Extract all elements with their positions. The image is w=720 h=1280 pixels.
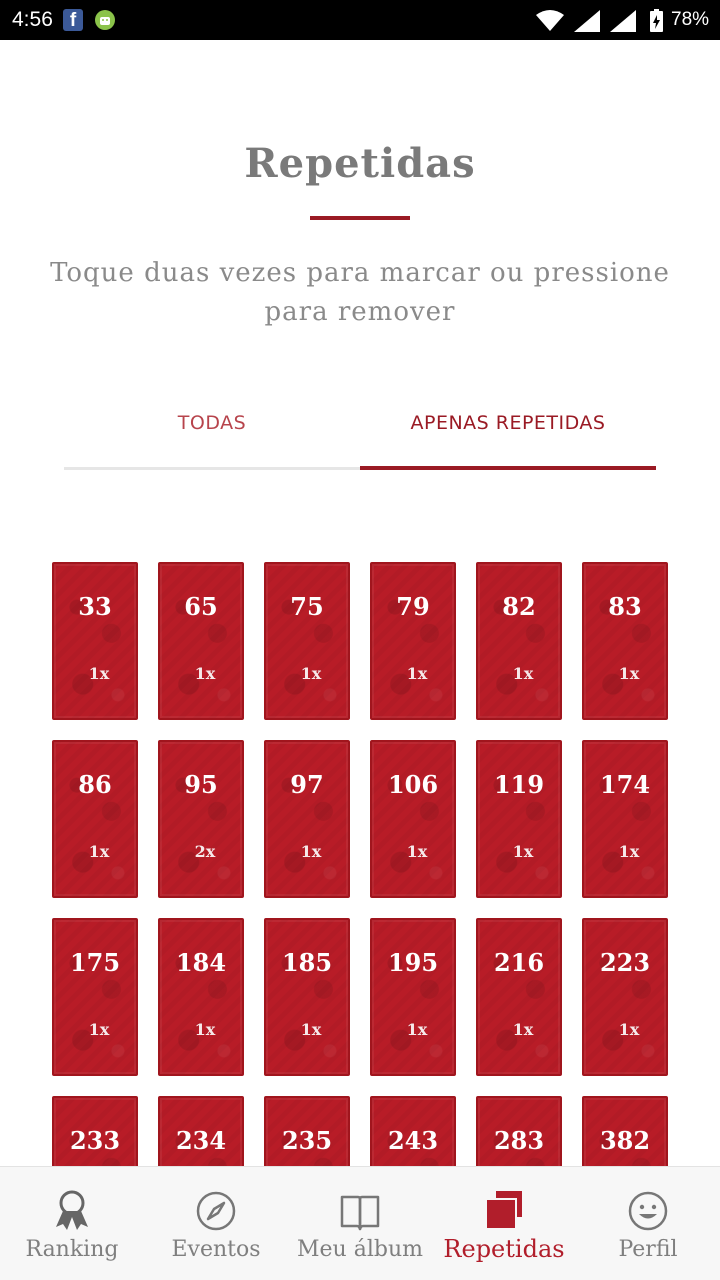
- sticker-card[interactable]: [582, 740, 668, 898]
- sticker-card[interactable]: [52, 740, 138, 898]
- sticker-count: 1x: [88, 664, 110, 683]
- sticker-count: 1x: [194, 1020, 216, 1039]
- sticker-count: 1x: [618, 842, 640, 861]
- sticker-count: 1x: [88, 842, 110, 861]
- sticker-number: 83: [608, 592, 642, 621]
- nav-label: Repetidas: [443, 1235, 565, 1263]
- sticker-number: 82: [502, 592, 536, 621]
- sticker-card[interactable]: [52, 918, 138, 1076]
- sticker-count: 1x: [406, 664, 428, 683]
- sticker-number: 234: [175, 1126, 227, 1155]
- sticker-card[interactable]: [370, 562, 456, 720]
- sticker-number: 175: [69, 948, 121, 977]
- sticker-card[interactable]: [158, 918, 244, 1076]
- sticker-card[interactable]: [264, 562, 350, 720]
- sticker-number: 174: [599, 770, 651, 799]
- sticker-card[interactable]: [476, 1096, 562, 1166]
- wifi-icon: [536, 10, 564, 32]
- sticker-card[interactable]: [52, 1096, 138, 1166]
- nav-label: Meu álbum: [297, 1237, 423, 1262]
- sticker-number: 119: [493, 770, 545, 799]
- sticker-count: 1x: [300, 664, 322, 683]
- ranking-icon: [50, 1189, 94, 1233]
- smiley-icon: [626, 1189, 670, 1233]
- signal-icon: [610, 10, 636, 32]
- nav-perfil[interactable]: [576, 1167, 720, 1280]
- sticker-count: 1x: [512, 1020, 534, 1039]
- filter-tabs: [64, 400, 656, 470]
- stacked-cards-icon: [482, 1189, 526, 1233]
- active-tab-indicator: [360, 466, 656, 470]
- signal-icon: [574, 10, 600, 32]
- sticker-number: 235: [281, 1126, 333, 1155]
- sticker-count: 1x: [618, 1020, 640, 1039]
- sticker-number: 382: [599, 1126, 651, 1155]
- sticker-card[interactable]: [158, 562, 244, 720]
- tab-apenas-repetidas[interactable]: APENAS REPETIDAS: [410, 412, 606, 434]
- sticker-card[interactable]: [582, 1096, 668, 1166]
- sticker-list[interactable]: [0, 490, 720, 1166]
- sticker-card[interactable]: [264, 740, 350, 898]
- sticker-count: 1x: [512, 842, 534, 861]
- nav-repetidas[interactable]: [432, 1167, 576, 1280]
- sticker-number: 283: [493, 1126, 545, 1155]
- battery-icon: [650, 9, 663, 32]
- sticker-card[interactable]: [264, 918, 350, 1076]
- sticker-number: 184: [175, 948, 227, 977]
- book-icon: [338, 1189, 382, 1233]
- sticker-card[interactable]: [158, 740, 244, 898]
- sticker-count: 1x: [300, 1020, 322, 1039]
- sticker-grid: [52, 562, 668, 1166]
- nav-label: Ranking: [25, 1237, 119, 1262]
- android-notification-icon: [94, 9, 116, 31]
- battery-percentage: 78%: [671, 9, 710, 30]
- sticker-number: 106: [387, 770, 439, 799]
- status-bar: [0, 0, 720, 40]
- nav-label: Eventos: [171, 1237, 261, 1262]
- sticker-card[interactable]: [52, 562, 138, 720]
- bottom-navigation: [0, 1166, 720, 1280]
- sticker-count: 2x: [194, 842, 216, 861]
- instructions-text: Toque duas vezes para marcar ou pressione para remover: [50, 258, 670, 327]
- sticker-number: 185: [281, 948, 333, 977]
- sticker-number: 97: [290, 770, 324, 799]
- sticker-number: 33: [78, 592, 112, 621]
- sticker-card[interactable]: [370, 740, 456, 898]
- sticker-number: 223: [599, 948, 651, 977]
- sticker-number: 95: [184, 770, 218, 799]
- facebook-notification-icon: f: [63, 9, 83, 31]
- sticker-number: 79: [396, 592, 430, 621]
- page-title: Repetidas: [244, 140, 476, 187]
- sticker-count: 1x: [300, 842, 322, 861]
- sticker-number: 243: [387, 1126, 439, 1155]
- sticker-number: 86: [78, 770, 112, 799]
- sticker-card[interactable]: [476, 918, 562, 1076]
- sticker-count: 1x: [406, 842, 428, 861]
- sticker-number: 75: [290, 592, 324, 621]
- sticker-number: 195: [387, 948, 439, 977]
- sticker-count: 1x: [512, 664, 534, 683]
- sticker-count: 1x: [618, 664, 640, 683]
- tab-todas[interactable]: TODAS: [177, 412, 247, 434]
- sticker-count: 1x: [406, 1020, 428, 1039]
- compass-icon: [194, 1189, 238, 1233]
- sticker-number: 216: [493, 948, 545, 977]
- nav-eventos[interactable]: [144, 1167, 288, 1280]
- sticker-card[interactable]: [582, 918, 668, 1076]
- sticker-card[interactable]: [158, 1096, 244, 1166]
- sticker-count: 1x: [194, 664, 216, 683]
- nav-label: Perfil: [618, 1237, 678, 1262]
- sticker-count: 1x: [88, 1020, 110, 1039]
- sticker-card[interactable]: [370, 918, 456, 1076]
- status-time: 4:56: [12, 8, 53, 31]
- sticker-card[interactable]: [476, 740, 562, 898]
- nav-ranking[interactable]: [0, 1167, 144, 1280]
- nav-meu-album[interactable]: [288, 1167, 432, 1280]
- sticker-card[interactable]: [370, 1096, 456, 1166]
- sticker-card[interactable]: [264, 1096, 350, 1166]
- sticker-number: 65: [184, 592, 218, 621]
- sticker-number: 233: [69, 1126, 121, 1155]
- sticker-card[interactable]: [582, 562, 668, 720]
- sticker-card[interactable]: [476, 562, 562, 720]
- title-underline: [310, 216, 410, 220]
